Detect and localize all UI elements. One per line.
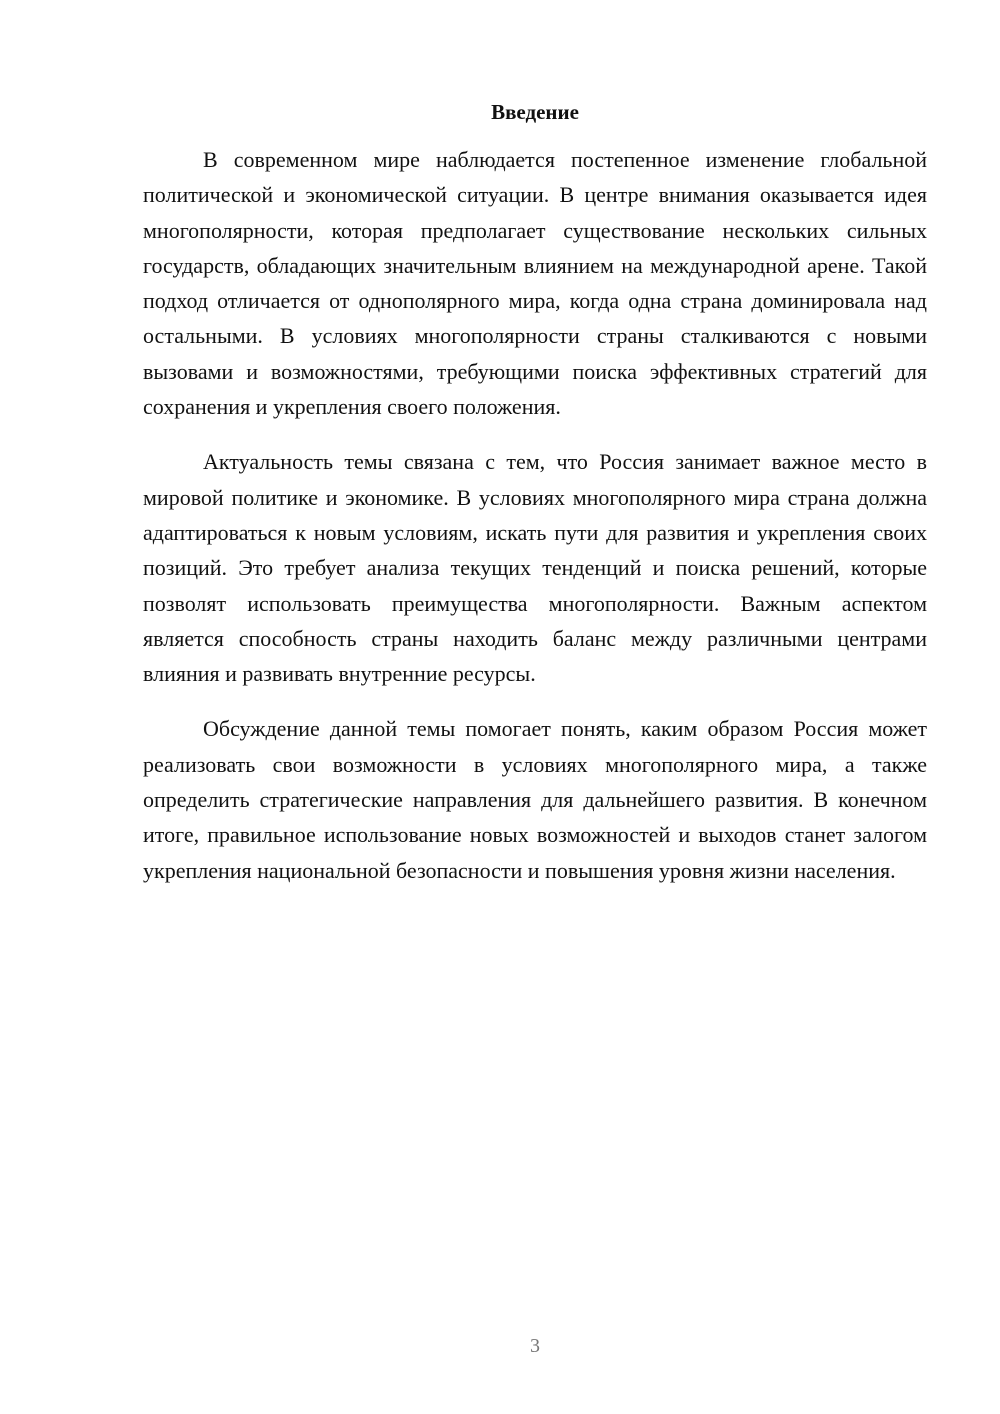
paragraph-intro: В современном мире наблюдается постепенное изменение глобальной политической и экономической ситуации. В центре внимания оказывается идея многополярности, которая предполагает существование нескольких сильных государств, обладающих значительным влиянием на международной арене. Такой подход отличается от однополярного мира, когда одна страна доминировала над остальными. В условиях многополярности страны сталкиваются с новыми вызовами и возможностями, требующими поиска эффективных стратегий для сохранения и укрепления своего положения. [143,147,927,420]
page-number: 3 [530,1335,540,1357]
paragraph-relevance: Актуальность темы связана с тем, что Россия занимает важное место в мировой политике и экономике. В условиях многополярного мира страна должна адаптироваться к новым условиям, искать пути для развития и укрепления своих позиций. Это требует анализа текущих тенденций и поиска решений, которые позволят использовать преимущества многополярности. Важным аспектом является способность страны находить баланс между различными центрами влияния и развивать внутренние ресурсы. [143,449,927,687]
body-text [143,142,927,908]
page-title: Введение [491,100,579,124]
paragraph-discussion: Обсуждение данной темы помогает понять, каким образом Россия может реализовать свои возможности в условиях многополярного мира, а также определить стратегические направления для дальнейшего развития. В конечном итоге, правильное использование новых возможностей и выходов станет залогом укрепления национальной безопасности и повышения уровня жизни населения. [143,716,927,883]
